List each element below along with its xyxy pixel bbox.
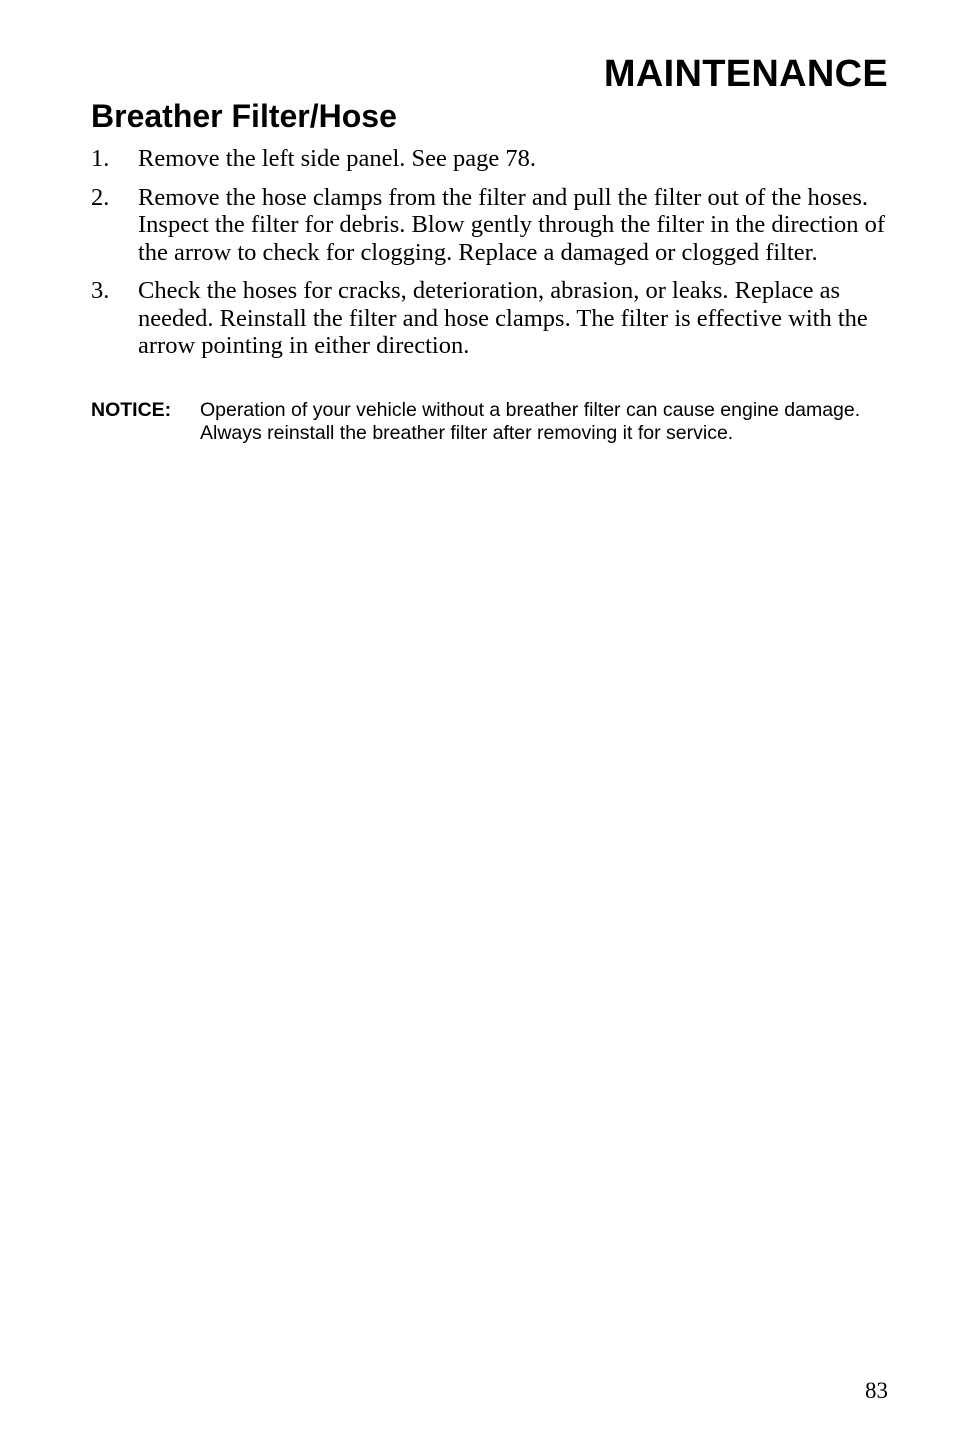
step-text: Remove the hose clamps from the filter and pull the filter out of the hoses. Inspect the filter for debris. Blow gently through the filter in the direction of the arrow to check for clogging. Replace a damaged or clogged filter. (138, 183, 886, 266)
section-title: Breather Filter/Hose (91, 98, 397, 134)
step-number: 3. (91, 277, 110, 304)
notice-label: NOTICE: (91, 399, 172, 421)
step-text: Remove the left side panel. See page 78. (138, 145, 536, 172)
step-item (91, 277, 891, 360)
notice-block (91, 399, 891, 445)
step-text: Check the hoses for cracks, deterioration, abrasion, or leaks. Replace as needed. Reinstall the filter and hose clamps. The filter is effective with the arrow pointing in either direction. (138, 277, 868, 359)
step-number: 1. (91, 145, 110, 172)
chapter-title: MAINTENANCE (603, 53, 888, 95)
step-item (91, 184, 891, 267)
step-item (91, 145, 891, 173)
step-number: 2. (91, 183, 110, 211)
notice-text: Operation of your vehicle without a breather filter can cause engine damage. Always reinstall the breather filter after removing it for service. (200, 399, 861, 444)
page-number: 83 (865, 1378, 888, 1403)
procedure-steps (91, 145, 891, 371)
